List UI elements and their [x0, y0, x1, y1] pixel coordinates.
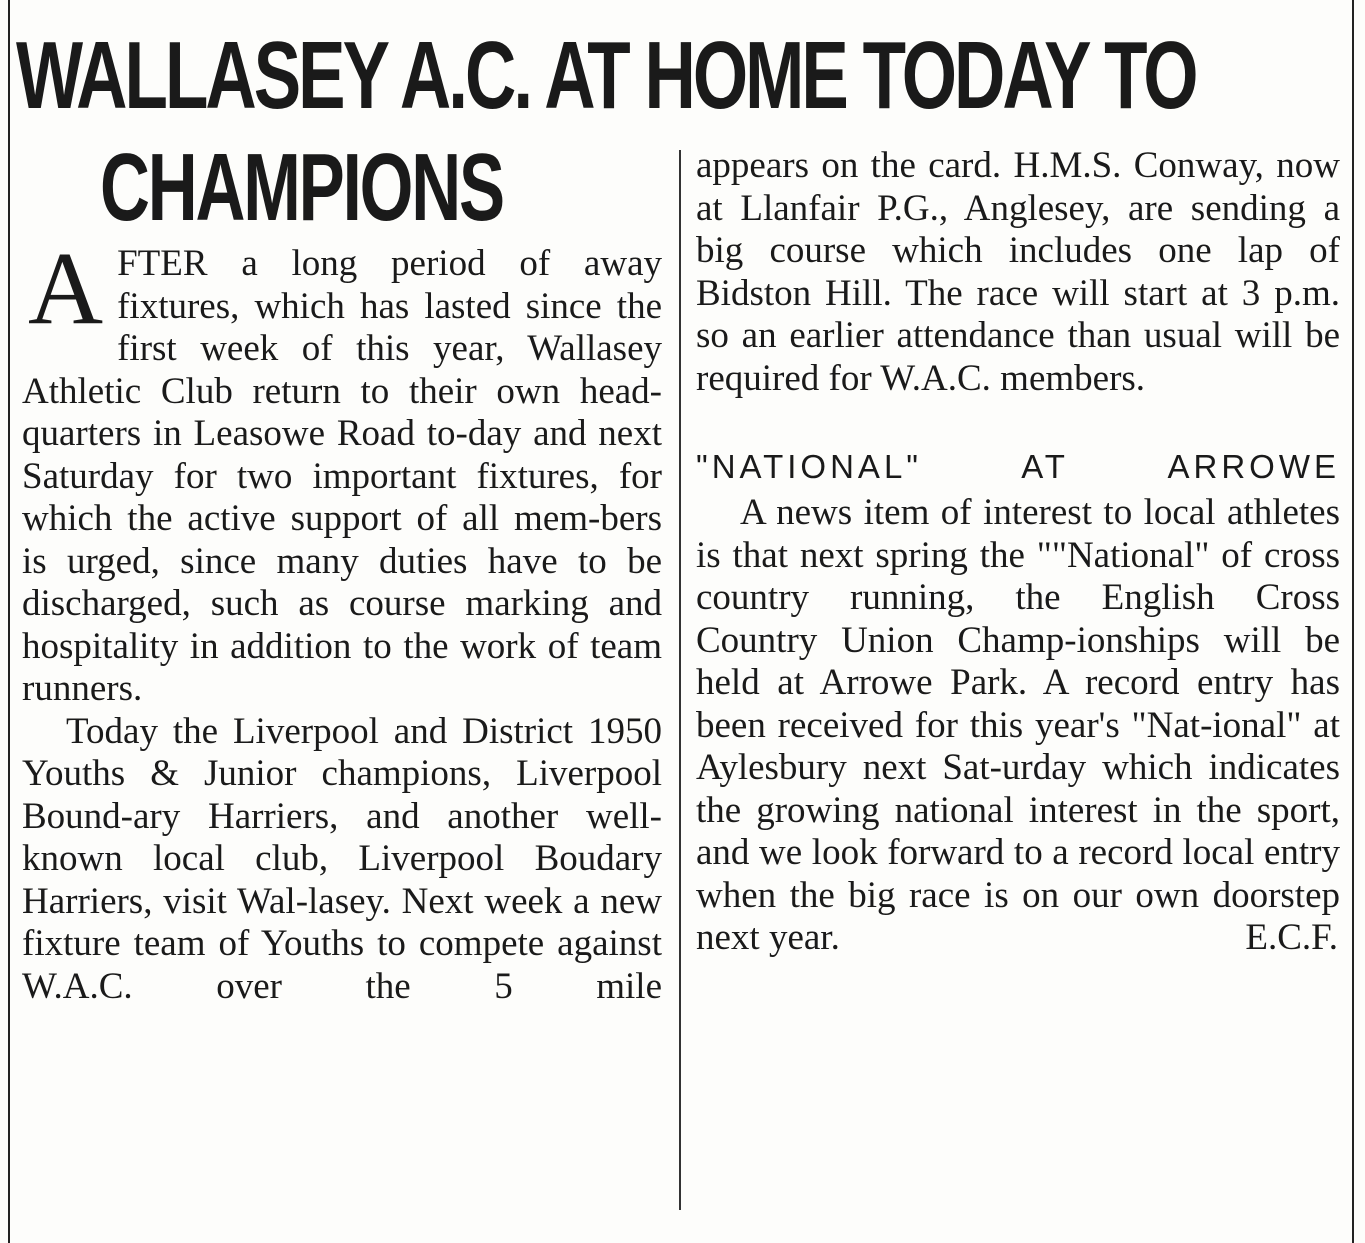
drop-cap: A: [28, 231, 104, 346]
right-column: [696, 145, 1340, 960]
headline: WALLASEY A.C. AT HOME TODAY TO: [16, 22, 1196, 129]
author-signature: E.C.F.: [1245, 917, 1338, 958]
paragraph-4-end: next year.: [696, 917, 840, 958]
paragraph-4: A news item of interest to local athletes is that next spring the ""National" of cross country running, the English Cross Country Union Champ-ionships will be held at Arrowe Park. A record entry has been received for this year's "Nat-ional" at Aylesbury next Sat-urday which indicates the growing national interest in the sport, and we look forward to a record local entry when the big race is on our own doorstep: [696, 492, 1340, 916]
section-heading: "NATIONAL" AT ARROWE: [696, 448, 1340, 485]
paragraph-1: [22, 231, 662, 711]
closing-line: [696, 917, 1340, 960]
left-border: [8, 0, 10, 1243]
paragraph-2: Today the Liverpool and District 1950 Youths & Junior champions, Liverpool Bound-ary Harriers, and another well-known local club, Liverpool Boudary Harriers, visit Wal-lasey. Next week a new fixture team of Youths to compete against W.A.C. over the 5 mile: [22, 710, 662, 1007]
paragraph-1-text: FTER a long period of away fixtures, which has lasted since the first week of this year, Wallasey Athletic Club return to their own head-quarters in Leasowe Road to-day and next Saturday for two important fixtures, for which the active support of all mem-bers is urged, since many duties have to be discharged, such as course marking and hospitality in addition to the work of team runners.: [22, 243, 662, 709]
right-border: [1352, 0, 1354, 1243]
paragraph-3: appears on the card. H.M.S. Conway, now at Llanfair P.G., Anglesey, are sending a big course which includes one lap of Bidston Hill. The race will start at 3 p.m. so an earlier attendance than usual will be required for W.A.C. members.: [696, 145, 1340, 399]
column-divider: [679, 150, 681, 1210]
subheadline: CHAMPIONS: [100, 134, 503, 241]
left-column: [22, 231, 662, 1008]
